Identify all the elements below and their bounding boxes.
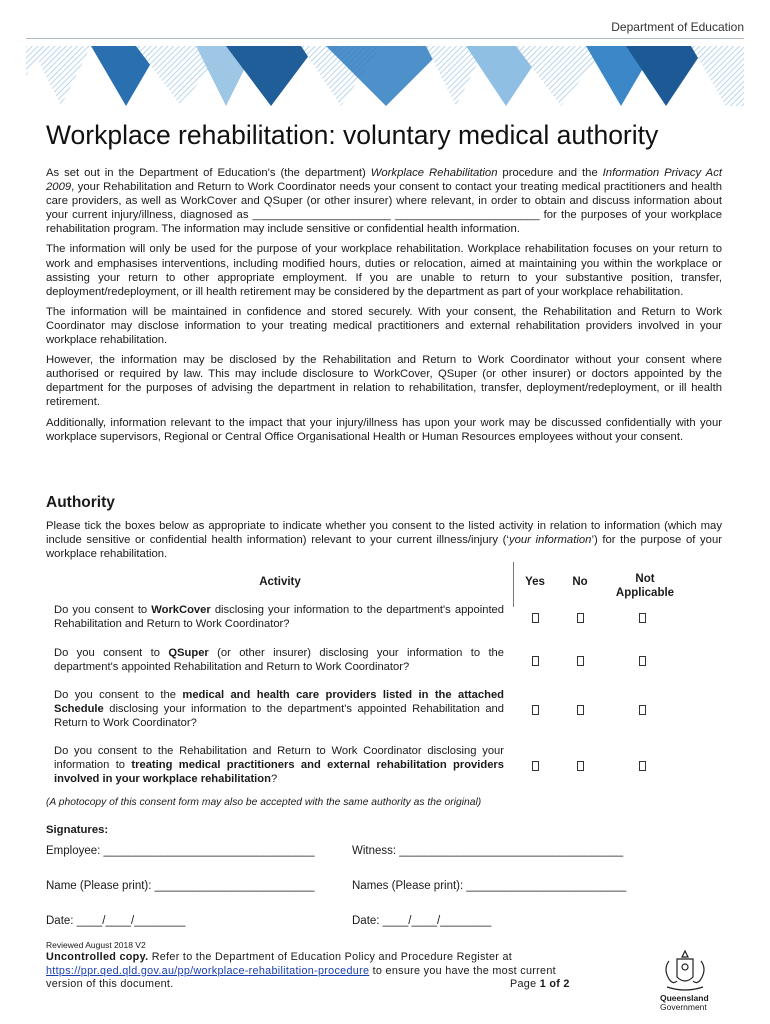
consent-question-1: Do you consent to WorkCover disclosing your information to the department's appointed Rehabilitation and Return to Work Coordinator?: [54, 604, 504, 631]
authority-text: Please tick the boxes below as appropriate to indicate whether you consent to the listed activity in relation to information (which may include sensitive or confidential health information) relevant to your current illness/injury (‘your information’) for the purpose of your workplace rehabilitation.: [46, 520, 723, 561]
q3-no-checkbox[interactable]: [577, 705, 584, 715]
q2-yes-checkbox[interactable]: [532, 656, 539, 666]
consent-question-4: Do you consent to the Rehabilitation and Return to Work Coordinator disclosing your information to treating medical practitioners and external rehabilitation providers involved in your workplace rehabilitation?: [54, 745, 505, 786]
table-divider: [513, 562, 514, 607]
witness-date-field[interactable]: Date: ____/____/________: [352, 915, 492, 927]
queensland-government-logo: Queensland Government: [660, 993, 709, 1012]
q1-yes-checkbox[interactable]: [532, 613, 539, 623]
activity-column-header: Activity: [259, 576, 301, 588]
intro-paragraph-2: The information will only be used for the purpose of your workplace rehabilitation. Workplace rehabilitation focuses on your return to work and emphasises interventions, including modified hours, duties or relocation, aimed at maintaining you within the workplace or assisting your return to other appropriate employment. If you are unable to return to your substantive position, transfer, deployment/redeployment, or ill health retirement may be considered by the department as part of your workplace rehabilitation.: [46, 243, 722, 298]
q2-na-checkbox[interactable]: [639, 656, 646, 666]
q2-no-checkbox[interactable]: [577, 656, 584, 666]
consent-question-3: Do you consent to the medical and health care providers listed in the attached Schedule disclosing your information to the department's appointed Rehabilitation and Return to Work Coordinator?: [54, 689, 504, 730]
triangle-banner: [26, 46, 744, 106]
intro-paragraph-1: As set out in the Department of Education's (the department) Workplace Rehabilitation procedure and the Information Privacy Act 2009, your Rehabilitation and Return to Work Coordinator needs your consent to contact your treating medical practitioners and health care providers, as well as WorkCover and QSuper (or other insurer) where relevant, in order to obtain and discuss information about your current injury/illness, diagnosed as ______________________ _______________________ for the purposes of your workplace rehabilitation program. The information may include sensitive or confidential health information.: [46, 167, 722, 236]
q1-na-checkbox[interactable]: [639, 613, 646, 623]
employee-signature-field[interactable]: Employee: _________________________________: [46, 845, 315, 857]
q4-na-checkbox[interactable]: [639, 761, 646, 771]
header-divider: [26, 38, 744, 39]
signatures-heading: Signatures:: [46, 824, 109, 836]
footer-notice: Uncontrolled copy. Refer to the Department of Education Policy and Procedure Register at https://ppr.qed.qld.gov.au/pp/workplace-rehabilitation-procedure to ensure you have the most current version of this document.: [46, 951, 556, 991]
consent-question-2: Do you consent to QSuper (or other insurer) disclosing your information to the department's appointed Rehabilitation and Return to Work Coordinator?: [54, 647, 504, 674]
page-number: Page 1 of 2: [510, 978, 570, 990]
no-column-header: No: [572, 576, 588, 588]
q1-no-checkbox[interactable]: [577, 613, 584, 623]
intro-paragraph-5: Additionally, information relevant to the impact that your injury/illness has upon your work may be discussed confidentially with your workplace supervisors, Regional or Central Office Organisational Health or Human Resources employees without your consent.: [46, 416, 722, 443]
authority-heading: Authority: [46, 494, 115, 511]
review-date: Reviewed August 2018 V2: [46, 940, 146, 950]
page-title: Workplace rehabilitation: voluntary medical authority: [46, 120, 659, 150]
employee-date-field[interactable]: Date: ____/____/________: [46, 915, 186, 927]
intro-paragraph-3: The information will be maintained in confidence and stored securely. With your consent, the Rehabilitation and Return to Work Coordinator may disclose information to your treating medical practitioners and external rehabilitation providers involved in your workplace rehabilitation.: [46, 305, 722, 347]
witness-signature-field[interactable]: Witness: ___________________________________: [352, 845, 624, 857]
ppr-link[interactable]: https://ppr.qed.qld.gov.au/pp/workplace-rehabilitation-procedure: [46, 964, 370, 977]
witness-name-field[interactable]: Names (Please print): _________________________: [352, 880, 627, 892]
department-name: Department of Education: [611, 20, 744, 34]
q3-yes-checkbox[interactable]: [532, 705, 539, 715]
na-column-header: Not Applicable: [615, 573, 675, 599]
q4-no-checkbox[interactable]: [577, 761, 584, 771]
intro-paragraph-4: However, the information may be disclosed by the Rehabilitation and Return to Work Coordinator without your consent where authorised or required by law. This may include disclosure to WorkCover, QSuper (or other insurer) or doctors appointed by the department for the purposes of advising the department in relation to rehabilitation, transfer, deployment/redeployment, or ill health retirement.: [46, 354, 722, 409]
q3-na-checkbox[interactable]: [639, 705, 646, 715]
photocopy-note: (A photocopy of this consent form may also be accepted with the same authority as the original): [46, 797, 482, 808]
intro-text: [46, 166, 722, 450]
employee-name-field[interactable]: Name (Please print): _________________________: [46, 880, 315, 892]
q4-yes-checkbox[interactable]: [532, 761, 539, 771]
yes-column-header: Yes: [525, 576, 545, 588]
